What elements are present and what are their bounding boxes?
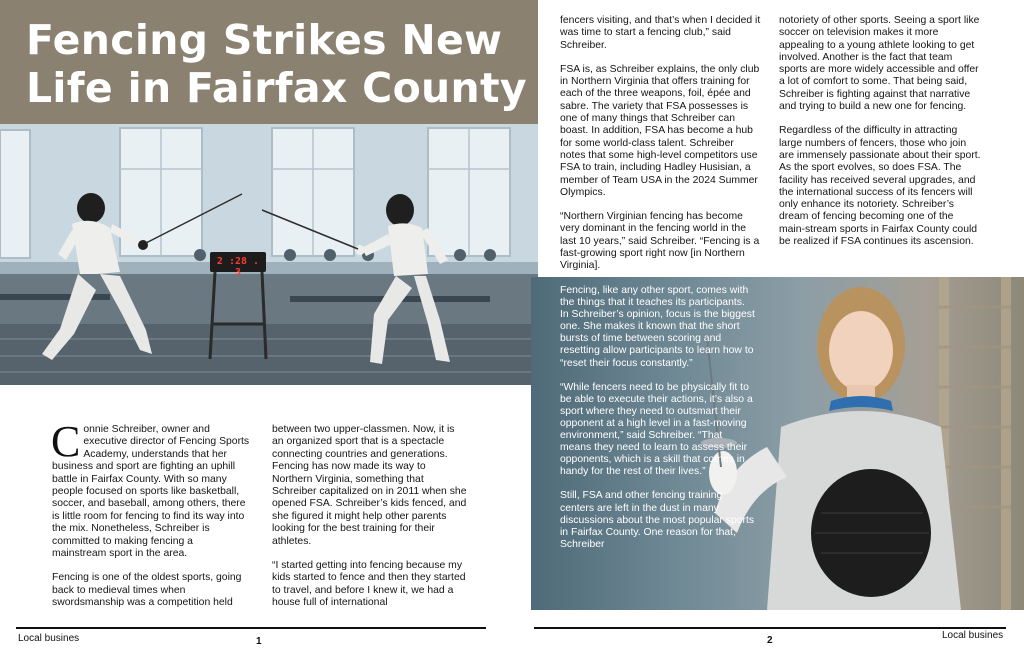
page1-number: 1: [256, 636, 262, 647]
page2-col1-paragraph-3: “Northern Virginian fencing has become very dominant in the fencing world in the last 10 years,” said Schreiber. “Fencing is a fast-growing sport right now [in Northern Virginia].: [560, 211, 760, 272]
fencing-duel-illustration: [0, 124, 538, 385]
page2-overlay-paragraph-2: “While fencers need to be physically fit to be able to execute their actions, it’s also a sport where they need to outsmart their opponent at a high level in a fast-moving environment,” said Schreiber. “That means they need to learn to assess their opponents, which is a skill that comes in handy for the rest of their lives.”: [560, 381, 753, 478]
page1-col1-paragraph-1-text: onnie Schreiber, owner and executive director of Fencing Sports Academy, understands that her business and sport are fighting an uphill battle in Fairfax County. With so many people focused on sports like basketball, soccer, and baseball, among others, there is little room for fencing to find its way into the mix. Nonetheless, Schreiber is committed to making fencing a mainstream sport in the area.: [52, 424, 250, 560]
page2-col1-paragraph-2: FSA is, as Schreiber explains, the only club in Northern Virginia that offers training for each of the three weapons, foil, épée and sabre. The variety that FSA possesses is one of many things that Schreiber can boast. In addition, FSA has become a hub for some world-class talent. Schreiber notes that some high-level competitors use FSA to train, including Hadley Husisian, a member of Team USA in the 2024 Summer Olympics.: [560, 63, 760, 198]
page2-footer-rule: [534, 627, 1006, 629]
page2-overlay-paragraph-3: Still, FSA and other fencing training centers are left in the dust in many discussions about the most popular sports in Fairfax County. One reason for that, Schreiber: [560, 490, 755, 550]
page1-column-2: [272, 424, 468, 622]
page1-col1-paragraph-1: [51, 417, 250, 560]
page2-col1-paragraph-1: fencers visiting, and that’s when I decided it was time to start a fencing club,” said Schreiber.: [560, 15, 761, 51]
page1-footer-rule: [16, 627, 486, 629]
page1-col1-paragraph-2: Fencing is one of the oldest sports, going back to medieval times when swordsmanship was a competition held: [52, 572, 242, 609]
page1-col2-paragraph-1: between two upper-classmen. Now, it is an organized sport that is a spectacle connecting countries and generations. Fencing has now made its way to Northern Virginia, something that Schreiber capitalized on in 2011 when she opened FSA. Schreiber’s kids fenced, and she figured it might help other parents looking for the best training for their athletes.: [272, 424, 467, 547]
article-title: Fencing Strikes New Life in Fairfax County: [26, 16, 527, 112]
page1-footer-label: Local busines: [18, 633, 80, 644]
page2-overlay-column: [560, 285, 756, 563]
scoreboard-display: 2 :28 . 3: [216, 256, 260, 278]
fencing-duel-photo: [0, 124, 538, 385]
page2-footer-label: Local busines: [942, 630, 1004, 641]
drop-cap: C: [51, 417, 81, 466]
page1-column-1: [51, 417, 250, 622]
page2-number: 2: [767, 635, 773, 646]
page2-col2-paragraph-1: notoriety of other sports. Seeing a sport like soccer on television makes it more appealing to a young athlete looking to get involved. Another is the fact that team sports are more widely accessible and offer a lot of comfort to some. That being said, Schreiber is fighting against that narrative and trying to build a new one for fencing.: [779, 15, 980, 113]
page2-column-1: [560, 15, 762, 285]
page2-column-2: [779, 15, 981, 260]
page2-col2-paragraph-2: Regardless of the difficulty in attracting large numbers of fencers, those who join are immensely passionate about their sport. As the sport evolves, so does FSA. The facility has received several upgrades, and the international success of its fencers will only enhance its notoriety. Schreiber’s dream of fencing becoming one of the main-stream sports in Fairfax County could be realized if FSA continues its ascension.: [779, 125, 981, 248]
title-band: [0, 0, 538, 124]
page1-col2-paragraph-2: “I started getting into fencing because my kids started to fence and then they started to travel, and before I knew it, we had a house full of international: [272, 560, 466, 609]
page2-overlay-paragraph-1: Fencing, like any other sport, comes with the things that it teaches its participants. In Schreiber’s opinion, focus is the biggest one. She makes it known that the short bursts of time between scoring and resetting allow participants to learn how to “reset their focus constantly.”: [560, 285, 755, 369]
